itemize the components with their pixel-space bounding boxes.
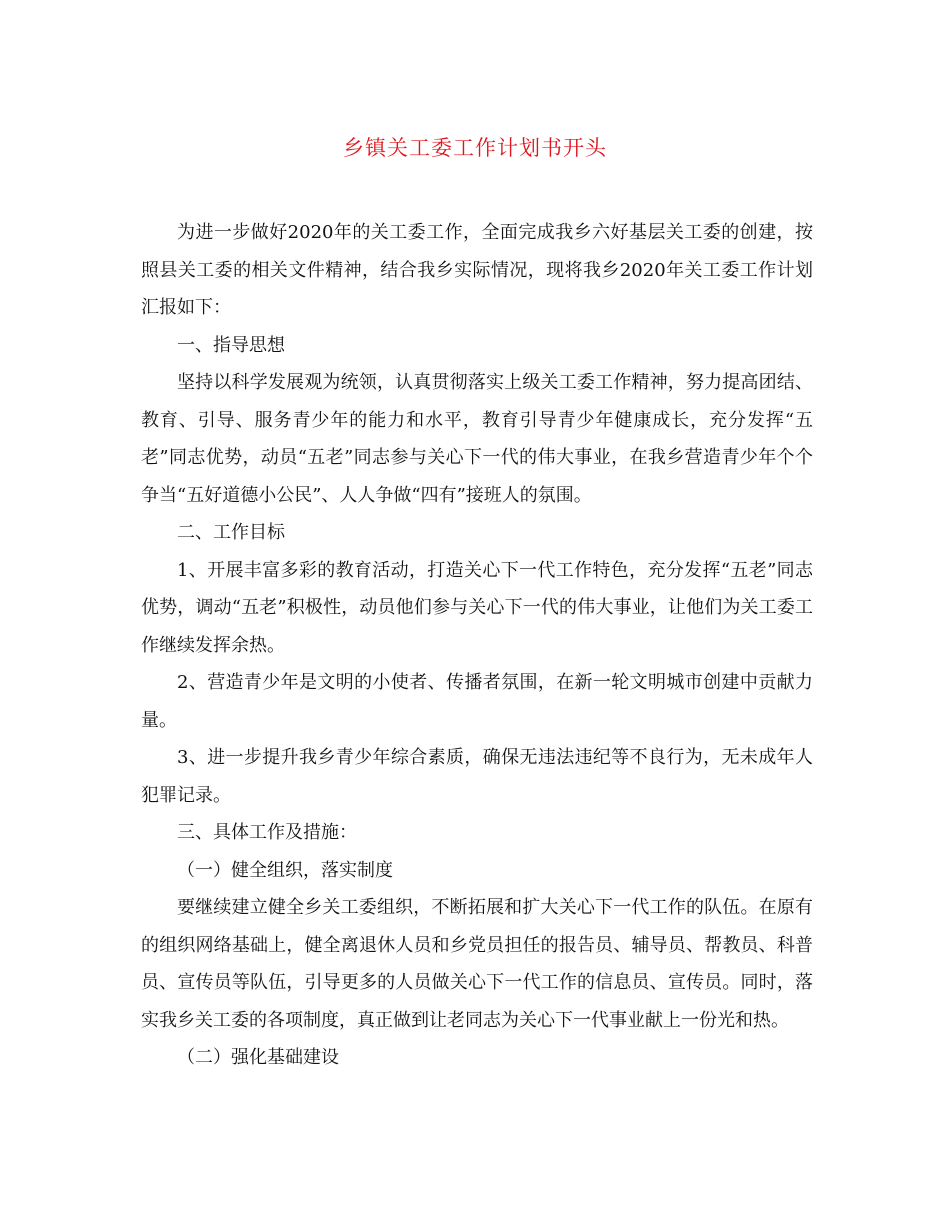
- document-body: [141, 214, 813, 1077]
- intro-paragraph: 为进一步做好2020年的关工委工作，全面完成我乡六好基层关工委的创建，按照县关工委的相关文件精神，结合我乡实际情况，现将我乡2020年关工委工作计划汇报如下：: [141, 222, 813, 318]
- goal-item-2: 2、营造青少年是文明的小使者、传播者氛围，在新一轮文明城市创建中贡献力量。: [141, 672, 813, 731]
- guiding-ideology-paragraph: 坚持以科学发展观为统领，认真贯彻落实上级关工委工作精神，努力提高团结、教育、引导、服务青少年的能力和水平，教育引导青少年健康成长，充分发挥“五老”同志优势，动员“五老”同志参与关心下一代的伟大事业，在我乡营造青少年个个争当“五好道德小公民”、人人争做“四有”接班人的氛围。: [141, 372, 813, 506]
- section-heading-guiding-ideology: 一、指导思想: [177, 334, 285, 356]
- subsection-heading-infrastructure: （二）强化基础建设: [177, 1047, 339, 1068]
- section-heading-measures: 三、具体工作及措施：: [177, 822, 357, 843]
- organization-paragraph: 要继续建立健全乡关工委组织，不断拓展和扩大关心下一代工作的队伍。在原有的组织网络基础上，健全离退休人员和乡党员担任的报告员、辅导员、帮教员、科普员、宣传员等队伍，引导更多的人员做关心下一代工作的信息员、宣传员。同时，落实我乡关工委的各项制度，真正做到让老同志为关心下一代事业献上一份光和热。: [141, 897, 813, 1031]
- section-heading-work-goals: 二、工作目标: [177, 522, 285, 543]
- subsection-heading-organization: （一）健全组织，落实制度: [177, 859, 393, 881]
- goal-item-1: 1、开展丰富多彩的教育活动，打造关心下一代工作特色，充分发挥“五老”同志优势，调动“五老”积极性，动员他们参与关心下一代的伟大事业，让他们为关工委工作继续发挥余热。: [141, 559, 813, 656]
- goal-item-3: 3、进一步提升我乡青少年综合素质，确保无违法违纪等不良行为，无未成年人犯罪记录。: [141, 747, 813, 806]
- document-title: 乡镇关工委工作计划书开头: [343, 136, 607, 160]
